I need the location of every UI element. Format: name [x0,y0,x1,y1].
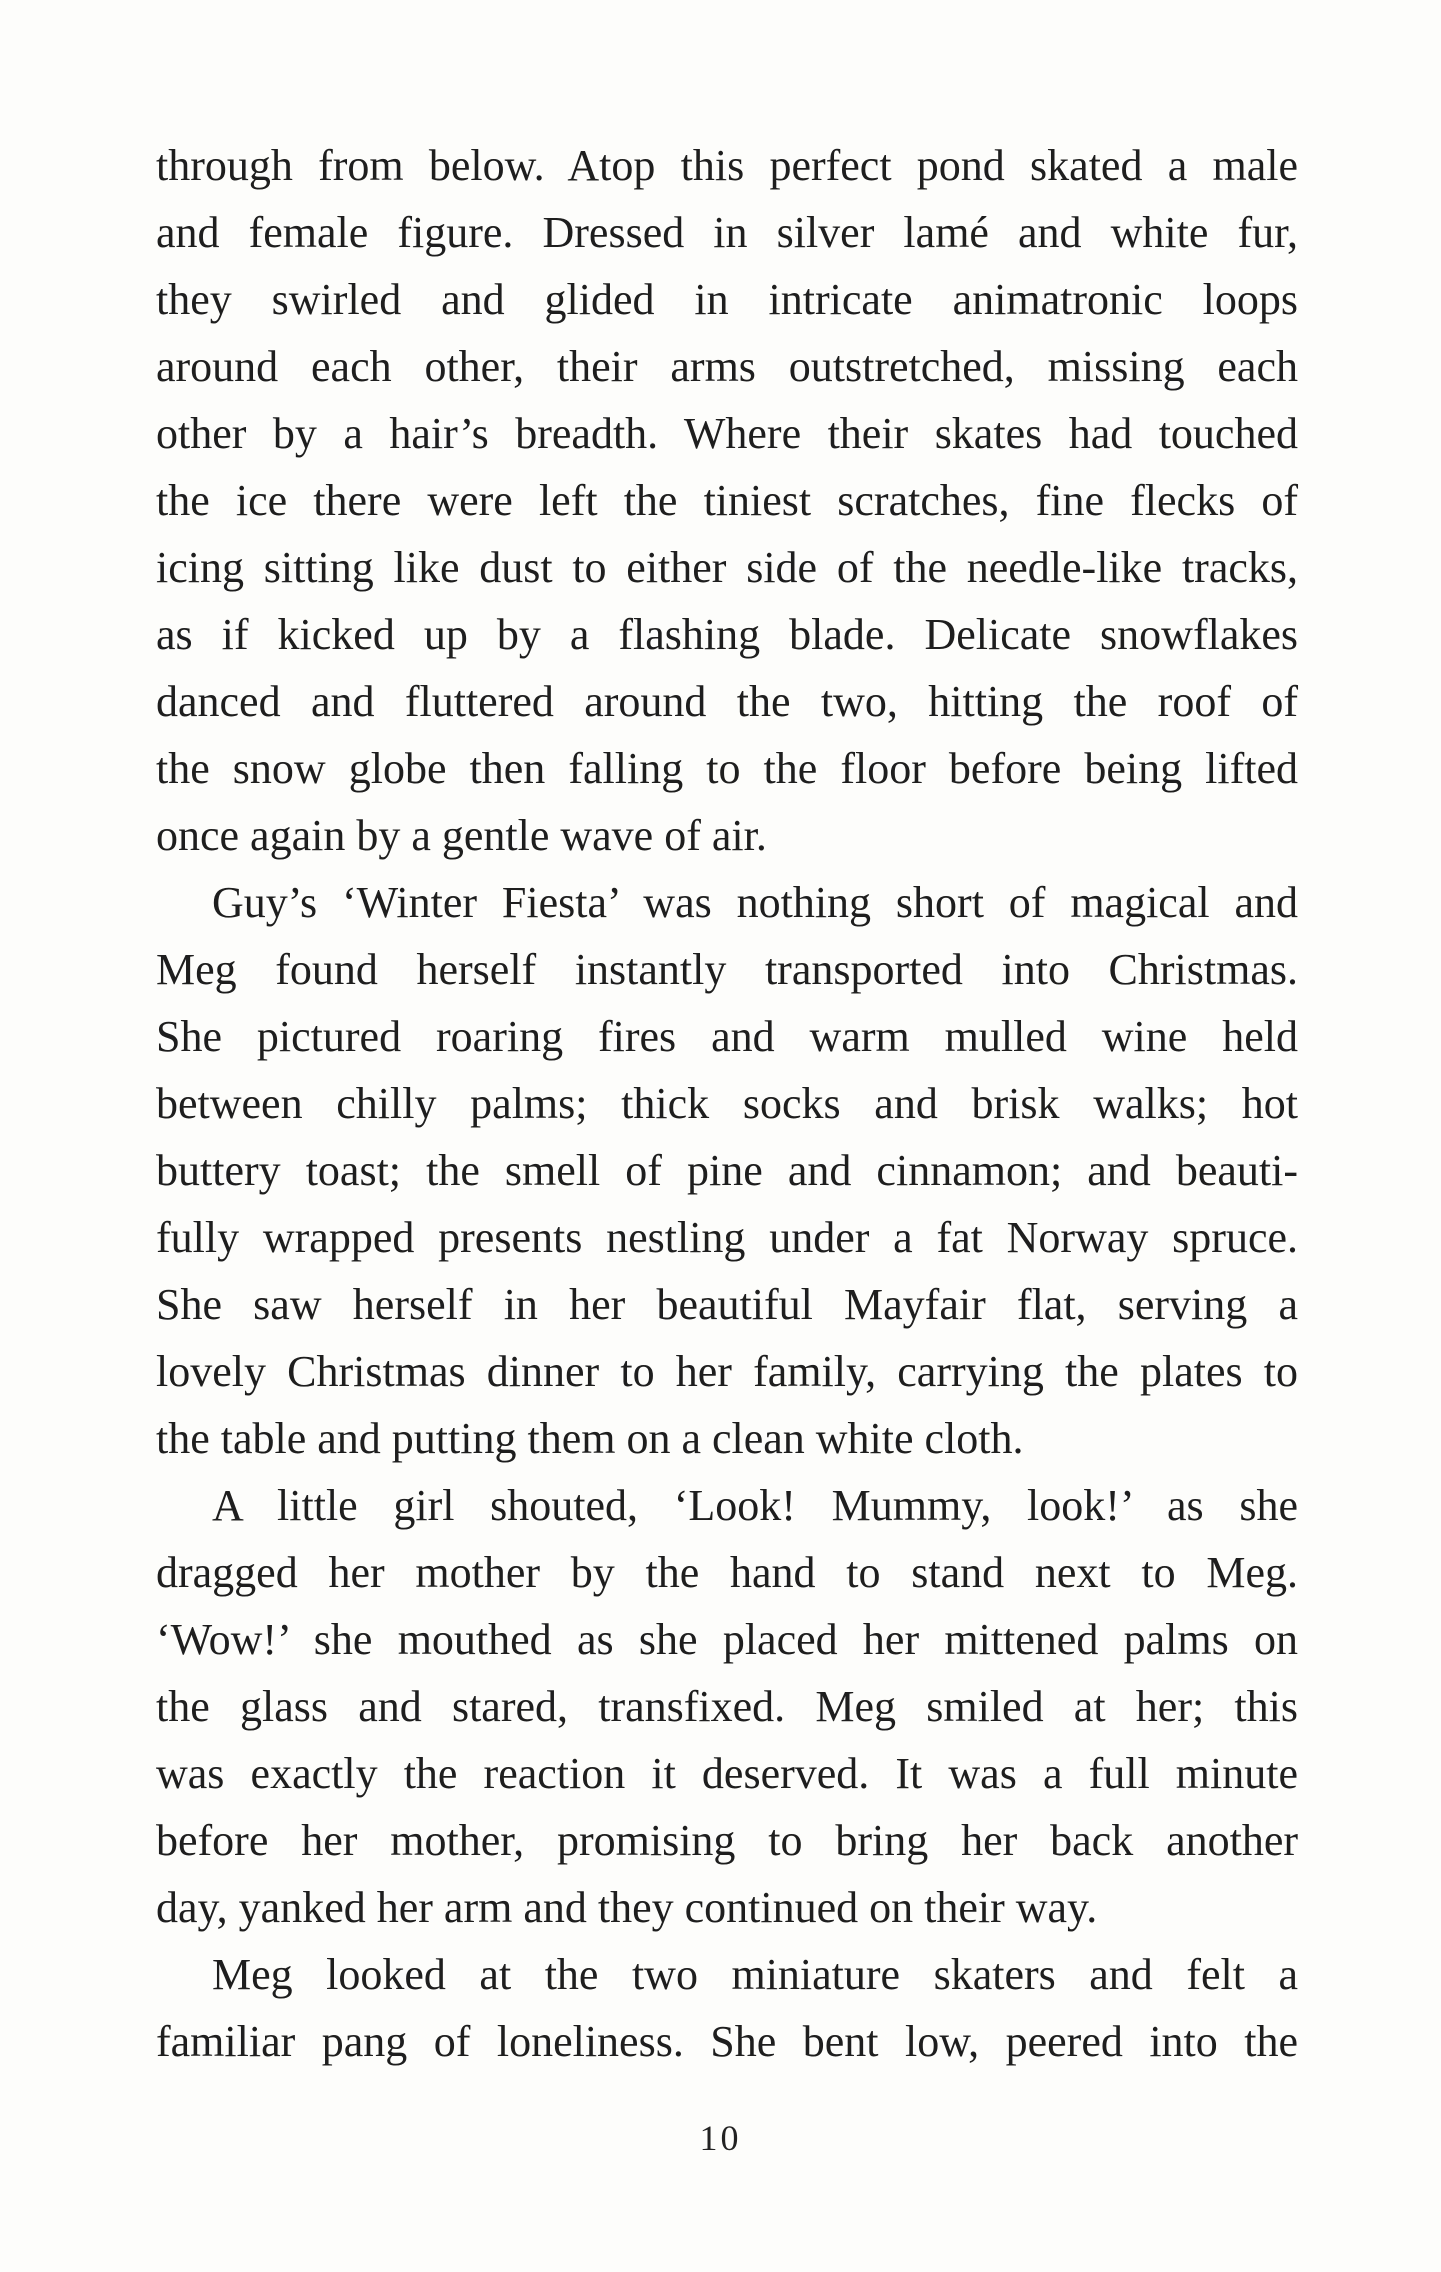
text-line: as if kicked up by a flashing blade. Delicate snowflakes [156,610,1298,659]
text-line: day, yanked her arm and they continued on their way. [156,1883,1098,1932]
text-line: the snow globe then falling to the floor before being lifted [156,744,1298,793]
text-line: the glass and stared, transfixed. Meg smiled at her; this [156,1682,1298,1731]
text-line: She saw herself in her beautiful Mayfair flat, serving a [156,1280,1298,1329]
text-line: the ice there were left the tiniest scratches, fine flecks of [156,476,1298,525]
text-line: danced and fluttered around the two, hitting the roof of [156,677,1298,726]
text-line: and female figure. Dressed in silver lamé and white fur, [156,208,1298,257]
text-line: Meg found herself instantly transported into Christmas. [156,945,1298,994]
text-line: the table and putting them on a clean white cloth. [156,1414,1024,1463]
text-line: around each other, their arms outstretched, missing each [156,342,1298,391]
text-line: Guy’s ‘Winter Fiesta’ was nothing short of magical and [212,878,1298,927]
text-line: A little girl shouted, ‘Look! Mummy, look!’ as she [212,1481,1298,1530]
text-line: once again by a gentle wave of air. [156,811,767,860]
text-line: buttery toast; the smell of pine and cinnamon; and beauti- [156,1146,1298,1195]
text-line: between chilly palms; thick socks and brisk walks; hot [156,1079,1298,1128]
text-line: Meg looked at the two miniature skaters and felt a [212,1950,1298,1999]
text-line: icing sitting like dust to either side of the needle-like tracks, [156,543,1298,592]
text-line: lovely Christmas dinner to her family, carrying the plates to [156,1347,1298,1396]
text-line: familiar pang of loneliness. She bent low, peered into the [156,2017,1298,2066]
text-line: dragged her mother by the hand to stand next to Meg. [156,1548,1298,1597]
text-line: they swirled and glided in intricate animatronic loops [156,275,1298,324]
page-number: 10 [699,2118,742,2158]
text-line: before her mother, promising to bring her back another [156,1816,1298,1865]
text-line: was exactly the reaction it deserved. It was a full minute [156,1749,1298,1798]
text-line: ‘Wow!’ she mouthed as she placed her mittened palms on [156,1615,1298,1664]
text-line: through from below. Atop this perfect pond skated a male [156,141,1298,190]
body-text [156,132,1298,2075]
text-line: She pictured roaring fires and warm mulled wine held [156,1012,1298,1061]
text-line: fully wrapped presents nestling under a fat Norway spruce. [156,1213,1298,1262]
text-line: other by a hair’s breadth. Where their skates had touched [156,409,1298,458]
